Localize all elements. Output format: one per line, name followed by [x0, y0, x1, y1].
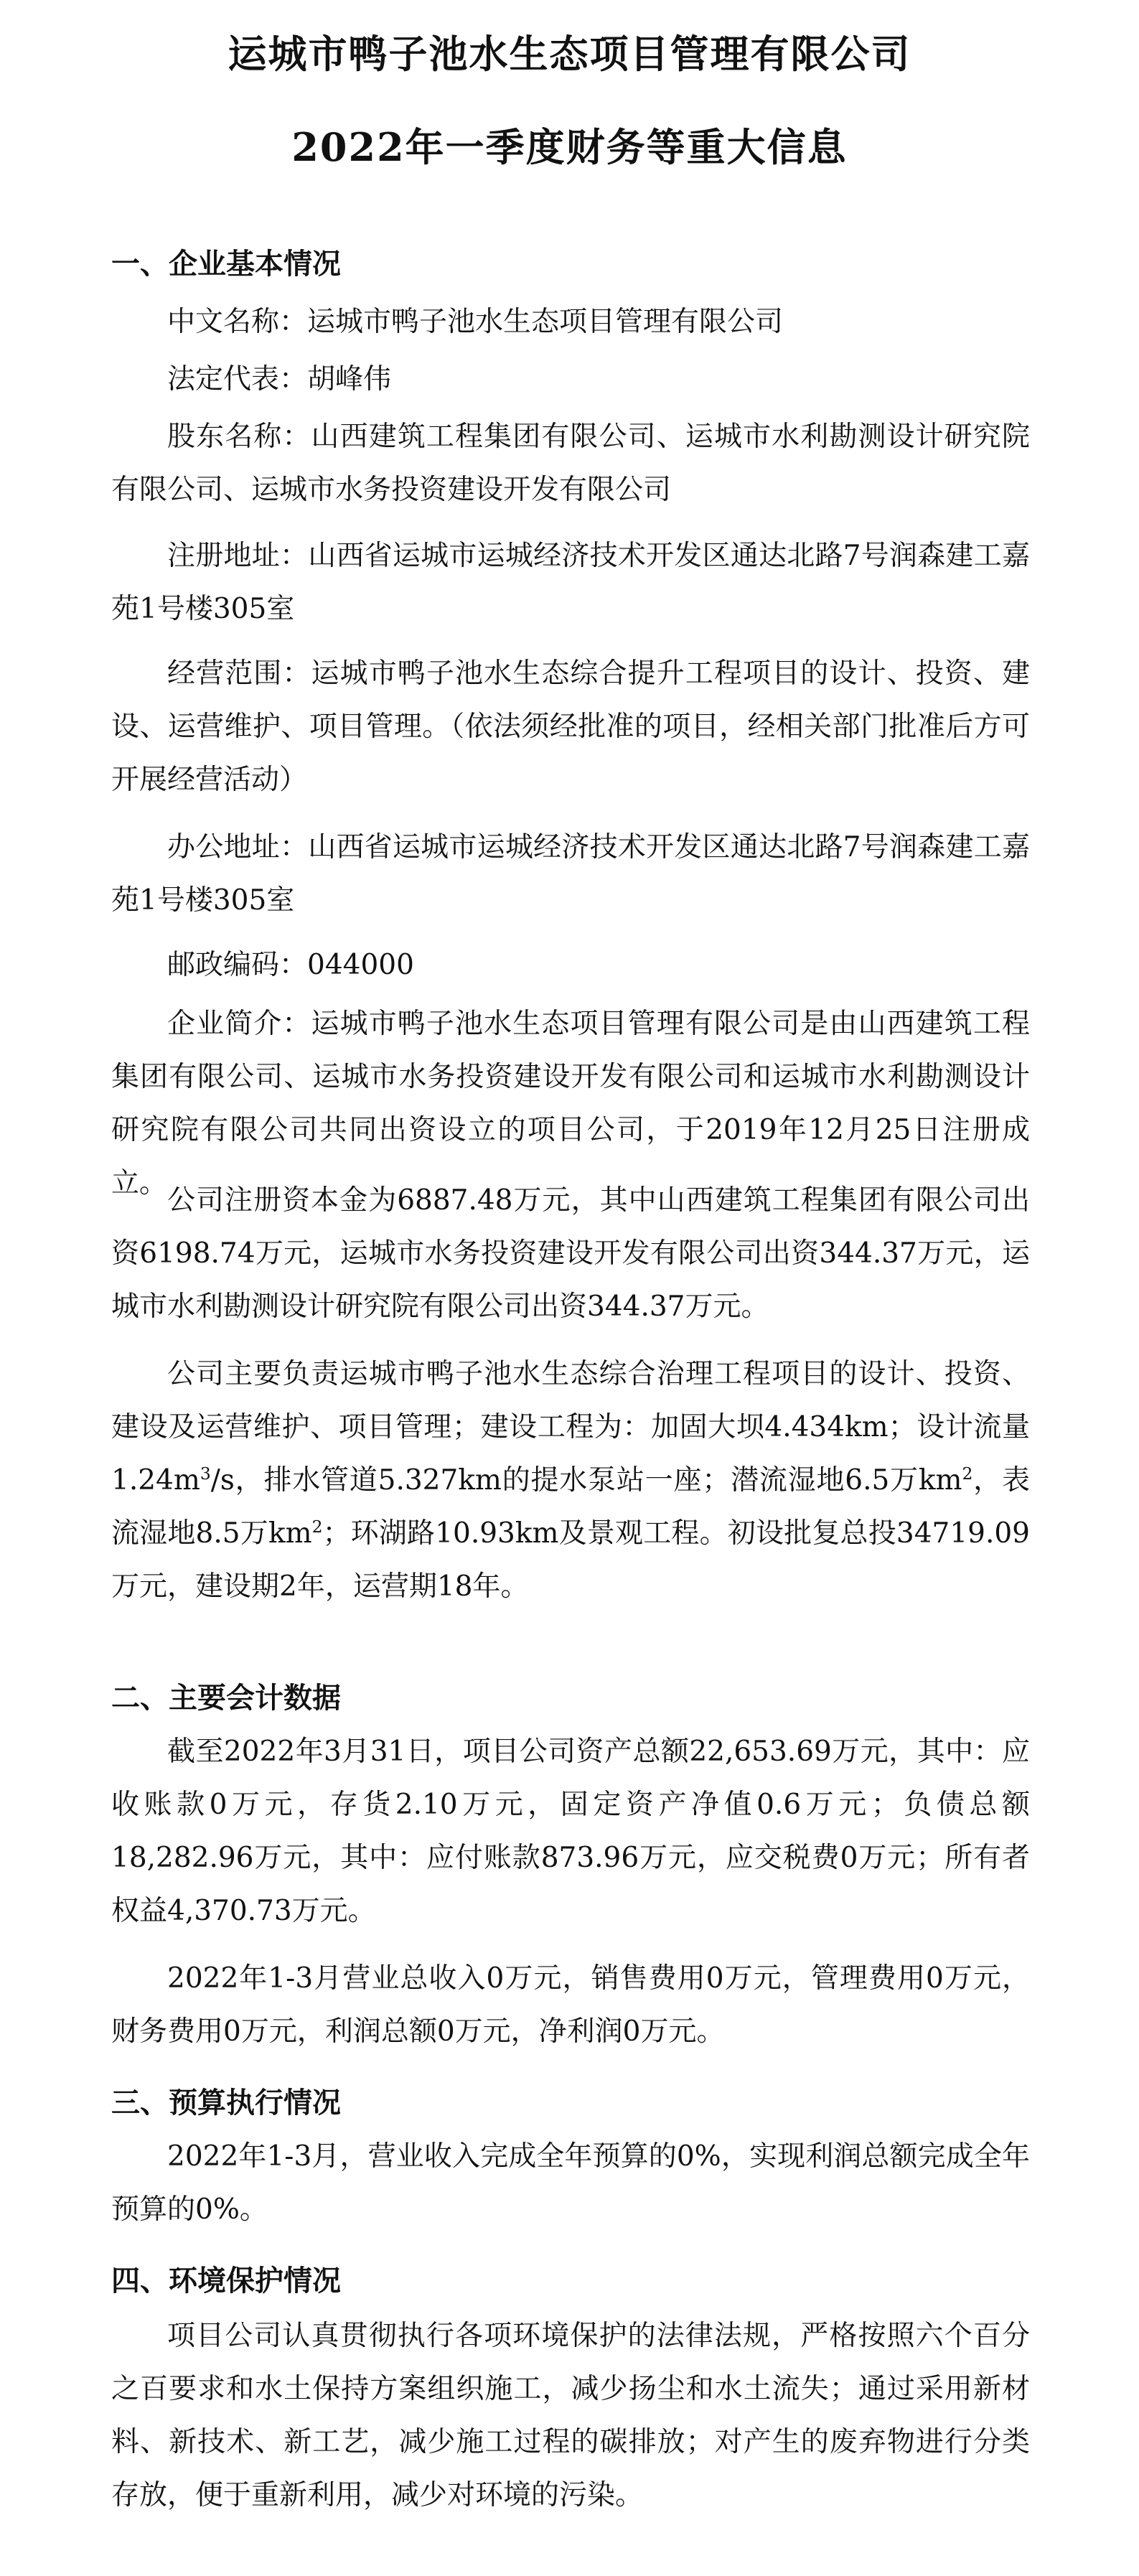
postcode-row	[111, 939, 1030, 992]
accounting-paragraph-1: 截至2022年3月31日，项目公司资产总额22,653.69万元，其中：应收账款0万元，存货2.10万元，固定资产净值0.6万元；负债总额18,282.96万元，其中：应付账款873.96万元，应交税费0万元；所有者权益4,370.73万元。	[111, 1736, 1030, 1927]
shareholders-value: 山西建筑工程集团有限公司、运城市水利勘测设计研究院有限公司、运城市水务投资建设开发有限公司	[111, 421, 1030, 506]
section-heading-environment: 四、环境保护情况	[111, 2264, 341, 2298]
business-scope-value: 运城市鸭子池水生态综合提升工程项目的设计、投资、建设、运营维护、项目管理。（依法须经批准的项目，经相关部门批准后方可开展经营活动）	[111, 657, 1030, 796]
environment-paragraph: 项目公司认真贯彻执行各项环境保护的法律法规，严格按照六个百分之百要求和水土保持方案组织施工，减少扬尘和水土流失；通过采用新材料、新技术、新工艺，减少施工过程的碳排放；对产生的废弃物进行分类存放，便于重新利用，减少对环境的污染。	[111, 2320, 1030, 2511]
main-business-text-d: ；环湖路10.93km及景观工程。初设批复总投34719.09万元，建设期2年，运营期18年。	[111, 1517, 1030, 1603]
office-address-row	[111, 821, 1030, 927]
section-heading-accounting-data: 二、主要会计数据	[111, 1681, 341, 1715]
main-business-text-a: 公司主要负责运城市鸭子池水生态综合治理工程项目的设计、投资、建设及运营维护、项目管理；建设工程为：加固大坝4.434km；设计流量1.24m	[111, 1358, 1030, 1497]
chinese-name-value: 运城市鸭子池水生态项目管理有限公司	[307, 306, 784, 338]
shareholders-label: 股东名称：	[167, 421, 311, 453]
intro-text: 运城市鸭子池水生态项目管理有限公司是由山西建筑工程集团有限公司、运城市水务投资建设开发有限公司和运城市水利勘测设计研究院有限公司共同出资设立的项目公司，于2019年12月25日注册成立。	[111, 1008, 1030, 1199]
office-address-value: 山西省运城市运城经济技术开发区通达北路7号润森建工嘉苑1号楼305室	[111, 831, 1030, 917]
shareholders-row	[111, 411, 1030, 517]
document-title-line2: 2022年一季度财务等重大信息	[291, 124, 848, 170]
legal-rep-row	[111, 353, 1030, 406]
postcode-label: 邮政编码：	[167, 949, 308, 981]
legal-rep-value: 胡峰伟	[307, 363, 392, 395]
accounting-paragraph-2: 2022年1-3月营业总收入0万元，销售费用0万元，管理费用0万元，财务费用0万元，利润总额0万元，净利润0万元。	[111, 1962, 1030, 2048]
reg-address-label: 注册地址：	[167, 540, 309, 572]
section-heading-company-info: 一、企业基本情况	[111, 247, 341, 281]
business-scope-label: 经营范围：	[167, 657, 311, 690]
intro-label: 企业简介：	[167, 1008, 311, 1040]
section-heading-budget: 三、预算执行情况	[111, 2086, 341, 2120]
budget-paragraph: 2022年1-3月，营业收入完成全年预算的0%，实现利润总额完成全年预算的0%。	[111, 2140, 1030, 2226]
office-address-label: 办公地址：	[167, 831, 309, 863]
reg-address-value: 山西省运城市运城经济技术开发区通达北路7号润森建工嘉苑1号楼305室	[111, 540, 1030, 625]
business-scope-row	[111, 647, 1030, 807]
cubic-superscript: 3	[200, 1463, 211, 1484]
postcode-value: 044000	[307, 949, 414, 981]
chinese-name-label: 中文名称：	[167, 306, 308, 338]
main-business-paragraph	[111, 1348, 1030, 1613]
chinese-name-row	[111, 296, 1030, 349]
document-title-line1: 运城市鸭子池水生态项目管理有限公司	[228, 31, 911, 77]
legal-rep-label: 法定代表：	[167, 363, 308, 395]
square-superscript: 2	[311, 1517, 323, 1537]
square-superscript: 2	[962, 1463, 973, 1484]
capital-paragraph: 公司注册资本金为6887.48万元，其中山西建筑工程集团有限公司出资6198.74万元，运城市水务投资建设开发有限公司出资344.37万元，运城市水利勘测设计研究院有限公司出资344.37万元。	[111, 1184, 1030, 1323]
main-business-text-c: ，表流湿地8.5万km	[111, 1464, 1030, 1550]
main-business-text-b: /s，排水管道5.327km的提水泵站一座；潜流湿地6.5万km	[210, 1464, 962, 1497]
reg-address-row	[111, 530, 1030, 636]
